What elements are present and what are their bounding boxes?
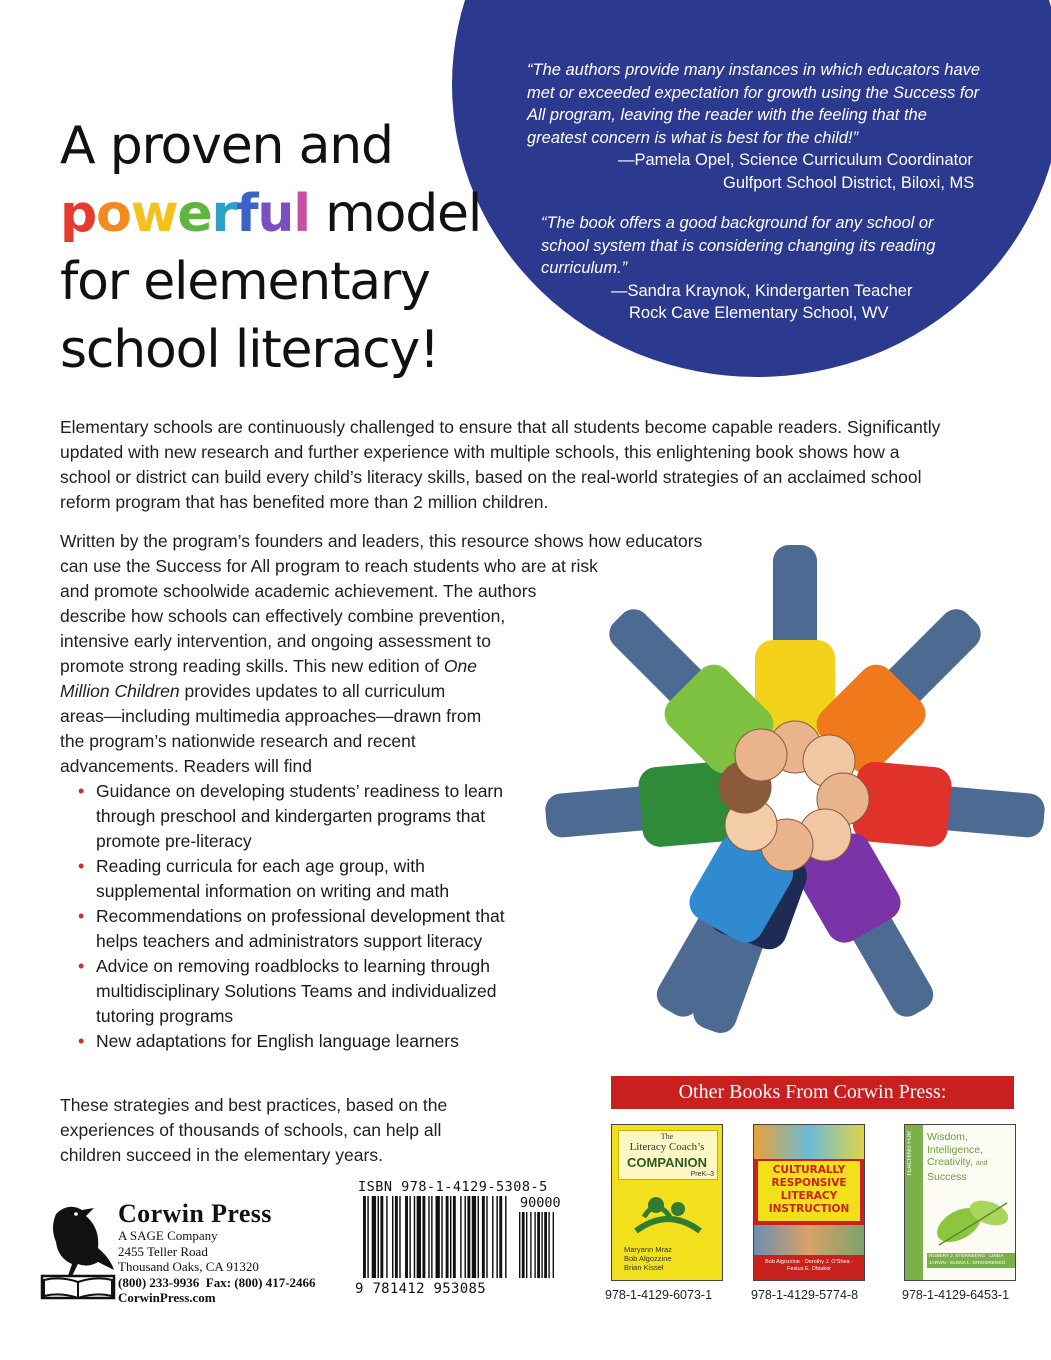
book-cover-culturally-responsive	[753, 1124, 865, 1281]
main-line: describe how schools can effectively combine prevention,	[60, 606, 506, 626]
quote-2-attribution: —Sandra Kraynok, Kindergarten Teacher	[611, 281, 913, 300]
barcode-bar	[399, 1196, 400, 1278]
book-series: TEACHING FOR	[907, 1131, 913, 1177]
main-line	[60, 654, 760, 679]
publisher-line: 2455 Teller Road	[118, 1243, 208, 1259]
rainbow-letter: u	[257, 184, 294, 244]
quote-1-affiliation: Gulfport School District, Biloxi, MS	[723, 173, 975, 192]
main-text: provides updates to all curriculum	[179, 681, 446, 701]
book-authors: Bob Algozzine · Dorothy J. O’Shea · Festus E. Obiakor	[764, 1259, 854, 1272]
list-item: • Guidance on developing students’ readiness to learn through preschool and kindergarten programs that promote pre-literacy	[78, 779, 518, 854]
barcode-addon-bar	[530, 1212, 531, 1278]
book-isbn: 978-1-4129-5774-8	[751, 1288, 859, 1302]
barcode-addon-bar	[537, 1212, 540, 1278]
publisher-address	[118, 1228, 316, 1306]
book-title-word: Creativity,	[927, 1156, 973, 1168]
book-title	[927, 1131, 988, 1183]
barcode-bar	[496, 1196, 497, 1278]
book-title-word: and	[975, 1160, 988, 1167]
barcode	[355, 1194, 567, 1290]
headline-line-3: for elementary	[60, 252, 430, 312]
rainbow-letter: o	[96, 184, 131, 244]
book-cover-literacy-coach	[611, 1124, 723, 1281]
main-text: promote strong reading skills. This new edition of	[60, 656, 444, 676]
quote-2-text: “The book offers a good background for any school or school system that is considering changing its reading curriculum.”	[541, 214, 936, 277]
barcode-addon-bar	[522, 1212, 525, 1278]
book-title-line	[927, 1156, 988, 1171]
rainbow-letter: r	[211, 184, 236, 244]
rainbow-letter: p	[60, 184, 97, 244]
book-title-italic: Million Children	[60, 681, 180, 701]
list-item: • Advice on removing roadblocks to learning through multidisciplinary Solutions Teams and individualized tutoring programs	[78, 954, 518, 1029]
barcode-bar	[478, 1196, 479, 1278]
barcode-bar	[446, 1196, 449, 1278]
publisher-phone-line	[118, 1275, 316, 1291]
corwin-crow-logo	[38, 1198, 118, 1300]
quote-2	[541, 212, 961, 325]
barcode-bar	[417, 1196, 421, 1278]
book-grades: PreK–3	[690, 1171, 714, 1178]
main-line: and promote schoolwide academic achievement. The authors	[60, 581, 537, 601]
book-isbn: 978-1-4129-6073-1	[605, 1288, 713, 1302]
book-title-line: LITERACY	[780, 1190, 838, 1202]
book-author: Maryann Mraz	[624, 1245, 672, 1254]
rainbow-letter: e	[177, 184, 212, 244]
price-code: 90000	[520, 1195, 561, 1211]
headline-line-2-rest: model	[309, 184, 482, 244]
list-item: • Reading curricula for each age group, with supplemental information on writing and math	[78, 854, 518, 904]
barcode-bar	[465, 1196, 466, 1278]
rainbow-letter: w	[130, 184, 178, 244]
main-line: areas—including multimedia approaches—drawn from	[60, 706, 482, 726]
other-books-banner: Other Books From Corwin Press:	[611, 1076, 1014, 1109]
barcode-bar	[467, 1196, 470, 1278]
publisher-fax-label: Fax:	[205, 1274, 232, 1290]
barcode-digits: 9 781412 953085	[355, 1281, 486, 1297]
list-item: • New adaptations for English language learners	[78, 1029, 518, 1054]
barcode-bar	[486, 1196, 487, 1278]
book-isbn: 978-1-4129-6453-1	[902, 1288, 1010, 1302]
barcode-bar	[409, 1196, 410, 1278]
barcode-bar	[392, 1196, 393, 1278]
barcode-addon-bar	[526, 1212, 527, 1278]
barcode-addon-bar	[548, 1212, 549, 1278]
book-title: Literacy Coach’s	[629, 1141, 705, 1153]
book-authors: ROBERT J. STERNBERG · LINDA JARVIN · ELENA L. GRIGORENKO	[927, 1253, 1015, 1268]
barcode-bar	[428, 1196, 429, 1278]
barcode-bar	[436, 1196, 440, 1278]
barcode-bar	[367, 1196, 368, 1278]
quote-1-attribution: —Pamela Opel, Science Curriculum Coordinator	[618, 151, 973, 169]
barcode-addon-bar	[541, 1212, 542, 1278]
book-illustration	[630, 1187, 706, 1239]
publisher-name: Corwin Press	[118, 1199, 272, 1228]
main-line: the program’s nationwide research and recent	[60, 731, 416, 751]
barcode-addon-bar	[519, 1212, 520, 1278]
barcode-bar	[422, 1196, 425, 1278]
list-item: • Recommendations on professional development that helps teachers and administrators support literacy	[78, 904, 518, 954]
barcode-addon-bar	[544, 1212, 547, 1278]
book-title-line: Success	[927, 1170, 967, 1183]
rainbow-letter: f	[235, 184, 258, 244]
book-title-line: CULTURALLY	[772, 1164, 846, 1176]
barcode-bar	[441, 1196, 442, 1278]
headline-line-4: school literacy!	[60, 320, 439, 380]
barcode-bar	[482, 1196, 485, 1278]
isbn-label: ISBN 978-1-4129-5308-5	[358, 1179, 548, 1195]
barcode-bar	[505, 1196, 506, 1278]
book-title-line: Intelligence,	[927, 1143, 984, 1156]
leaf-illustration	[929, 1193, 1013, 1249]
headline-line-2	[60, 180, 530, 248]
barcode-bar	[472, 1196, 476, 1278]
barcode-bar	[460, 1196, 461, 1278]
barcode-bar	[395, 1196, 398, 1278]
publisher-line: Thousand Oaks, CA 91320	[118, 1259, 259, 1275]
book-title-line: INSTRUCTION	[768, 1203, 850, 1215]
book-title-italic: One	[443, 656, 477, 676]
headline-line-1: A proven and	[60, 116, 393, 176]
barcode-bar	[363, 1196, 366, 1278]
rainbow-letter: l	[293, 184, 310, 244]
main-paragraph	[60, 529, 760, 779]
rainbow-word	[60, 184, 310, 244]
barcode-bar	[431, 1196, 432, 1278]
book-title-line: RESPONSIVE	[771, 1177, 847, 1189]
publisher-fax: (800) 417-2466	[234, 1274, 316, 1290]
quote-1	[527, 59, 997, 194]
publisher-line: A SAGE Company	[118, 1228, 218, 1243]
publisher-website: CorwinPress.com	[118, 1290, 216, 1306]
main-line: advancements. Readers will find	[60, 756, 312, 776]
barcode-bar	[386, 1196, 387, 1278]
book-title: COMPANION	[627, 1155, 707, 1170]
barcode-bar	[499, 1196, 502, 1278]
quote-1-text: “The authors provide many instances in which educators have met or exceeded expectation for growth using the Success for All program, leaving the reader with the feeling that the greatest concern is what is best for the child!”	[527, 61, 981, 147]
main-line: can use the Success for All program to reach students who are at risk	[60, 556, 598, 576]
publisher-phone: (800) 233-9936	[118, 1274, 200, 1290]
book-title	[754, 1164, 864, 1216]
headline	[60, 112, 530, 384]
barcode-bar	[380, 1196, 383, 1278]
barcode-bar	[372, 1196, 376, 1278]
book-author: Bob Algozzine	[624, 1254, 672, 1263]
main-line: Written by the program’s founders and leaders, this resource shows how educators	[60, 531, 703, 551]
quote-2-affiliation: Rock Cave Elementary School, WV	[629, 304, 889, 322]
book-authors	[624, 1245, 672, 1272]
book-title-line: Wisdom,	[927, 1131, 968, 1143]
barcode-bar	[450, 1196, 451, 1278]
barcode-bar	[453, 1196, 456, 1278]
barcode-bar	[405, 1196, 408, 1278]
barcode-bar	[414, 1196, 415, 1278]
barcode-addon-bar	[553, 1212, 554, 1278]
book-title-small: The	[660, 1132, 674, 1141]
closing-paragraph: These strategies and best practices, based on the experiences of thousands of schools, can help all children succeed in the elementary years.	[60, 1095, 448, 1165]
main-line	[60, 679, 760, 704]
main-line: intensive early intervention, and ongoing assessment to	[60, 631, 491, 651]
book-author: Brian Kissel	[624, 1263, 664, 1272]
book-cover-teaching-wisdom	[904, 1124, 1016, 1281]
barcode-addon-bar	[534, 1212, 535, 1278]
intro-paragraph: Elementary schools are continuously challenged to ensure that all students become capable readers. Significantly updated with new research and further experience with multiple schools, this enlightening book shows how a school or district can build every child’s literacy skills, based on the real-world strategies of an acclaimed school reform program that has benefited more than 2 million children.	[60, 417, 941, 512]
barcode-bar	[492, 1196, 493, 1278]
barcode-bar	[378, 1196, 379, 1278]
feature-list	[78, 779, 518, 1054]
